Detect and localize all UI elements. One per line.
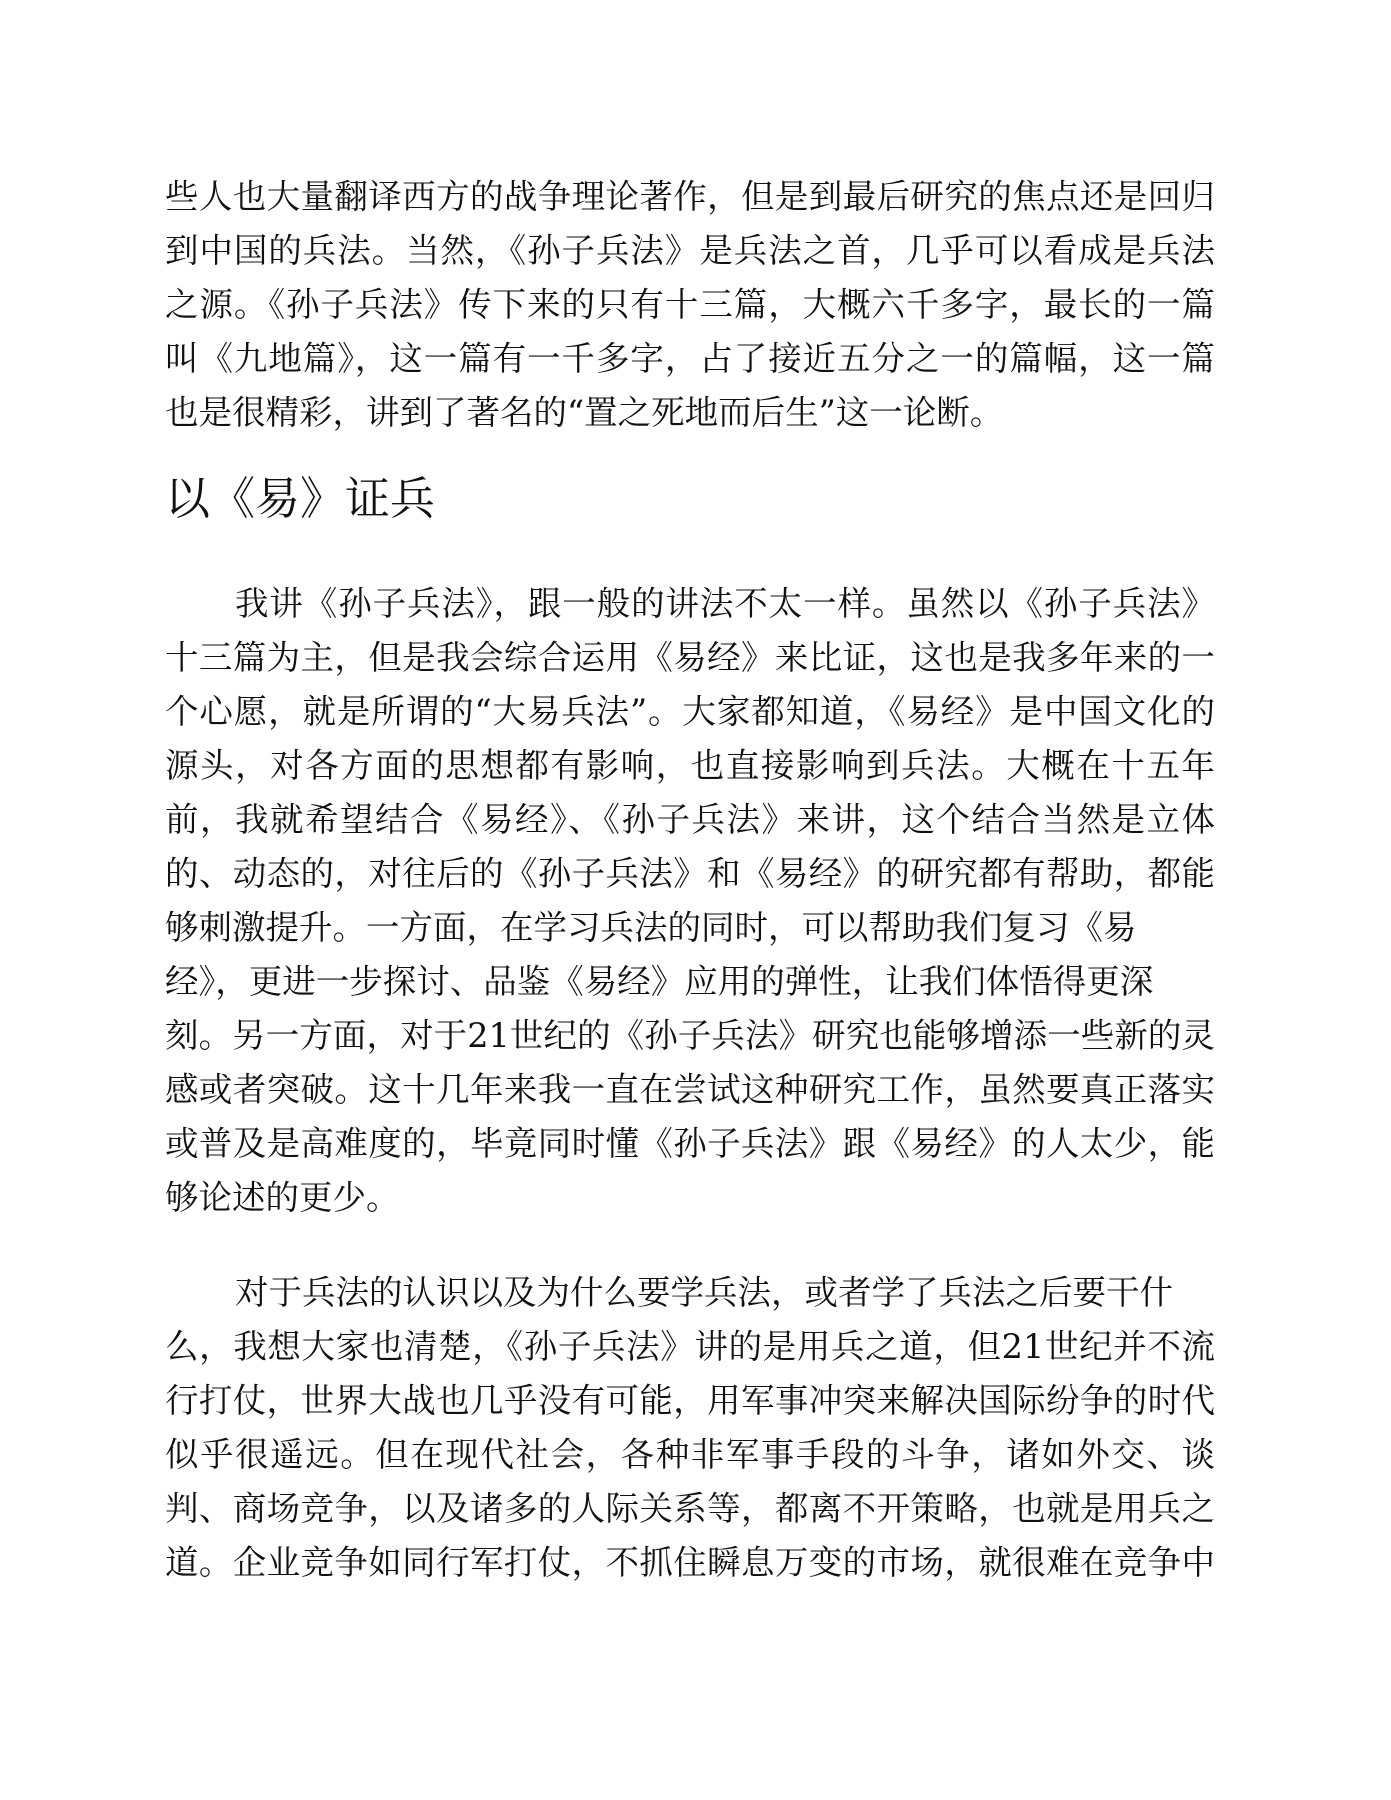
paragraph1-line-2: 十三篇为主，但是我会综合运用《易经》来比证，这也是我多年来的一	[165, 638, 1215, 677]
paragraph1-line-8: 经》，更进一步探讨、品鉴《易经》应用的弹性，让我们体悟得更深	[165, 962, 1154, 1001]
paragraph1-line-6: 的、动态的，对往后的《孙子兵法》和《易经》的研究都有帮助，都能	[165, 854, 1215, 893]
intro-line-3: 之源。《孙子兵法》传下来的只有十三篇，大概六千多字，最长的一篇	[165, 285, 1215, 324]
paragraph1-line-11: 或普及是高难度的，毕竟同时懂《孙子兵法》跟《易经》的人太少，能	[165, 1124, 1215, 1163]
intro-line-5: 也是很精彩，讲到了著名的“置之死地而后生”这一论断。	[165, 393, 1004, 432]
paragraph1-line-1: 我讲《孙子兵法》，跟一般的讲法不太一样。虽然以《孙子兵法》	[235, 584, 1215, 623]
paragraph2-line-4: 似乎很遥远。但在现代社会，各种非军事手段的斗争，诸如外交、谈	[165, 1435, 1215, 1474]
paragraph1-line-9: 刻。另一方面，对于21世纪的《孙子兵法》研究也能够增添一些新的灵	[165, 1016, 1215, 1055]
paragraph2-line-6: 道。企业竞争如同行军打仗，不抓住瞬息万变的市场，就很难在竞争中	[165, 1543, 1215, 1582]
paragraph1-line-4: 源头，对各方面的思想都有影响，也直接影响到兵法。大概在十五年	[165, 746, 1215, 785]
paragraph1-line-10: 感或者突破。这十几年来我一直在尝试这种研究工作，虽然要真正落实	[165, 1070, 1215, 1109]
paragraph1-line-3: 个心愿，就是所谓的“大易兵法”。大家都知道，《易经》是中国文化的	[165, 692, 1215, 731]
paragraph1-line-12: 够论述的更少。	[165, 1178, 400, 1217]
paragraph2-line-2: 么，我想大家也清楚，《孙子兵法》讲的是用兵之道，但21世纪并不流	[165, 1327, 1215, 1366]
section-heading: 以《易》证兵	[165, 472, 436, 525]
intro-line-4: 叫《九地篇》，这一篇有一千多字，占了接近五分之一的篇幅，这一篇	[165, 339, 1215, 378]
paragraph2-line-3: 行打仗，世界大战也几乎没有可能，用军事冲突来解决国际纷争的时代	[165, 1381, 1215, 1420]
intro-line-2: 到中国的兵法。当然，《孙子兵法》是兵法之首，几乎可以看成是兵法	[165, 231, 1215, 270]
paragraph1-line-5: 前，我就希望结合《易经》、《孙子兵法》来讲，这个结合当然是立体	[165, 800, 1215, 839]
paragraph1-line-7: 够刺激提升。一方面，在学习兵法的同时，可以帮助我们复习《易	[165, 908, 1137, 947]
intro-line-1: 些人也大量翻译西方的战争理论著作，但是到最后研究的焦点还是回归	[165, 177, 1215, 216]
paragraph2-line-5: 判、商场竞争，以及诸多的人际关系等，都离不开策略，也就是用兵之	[165, 1489, 1215, 1528]
paragraph2-line-1: 对于兵法的认识以及为什么要学兵法，或者学了兵法之后要干什	[235, 1273, 1173, 1312]
